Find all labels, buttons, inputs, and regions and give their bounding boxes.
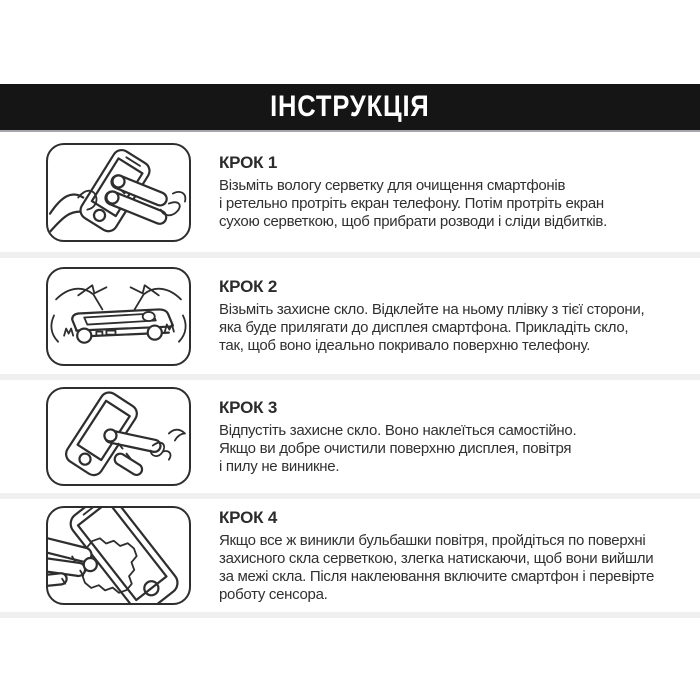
step-text-line: так, щоб воно ідеально покривало поверхню телефону. bbox=[219, 337, 591, 354]
step-text-line: роботу сенсора. bbox=[219, 585, 328, 603]
peeling-protective-film-icon bbox=[48, 269, 189, 364]
step-text-line: і пилу не виникне. bbox=[219, 457, 340, 475]
step-1-illustration bbox=[46, 143, 191, 242]
page-title: ІНСТРУКЦІЯ bbox=[270, 90, 430, 123]
step-text-line: за межі скла. Після наклеювання включите смартфон і перевірте bbox=[219, 567, 655, 585]
step-3-text bbox=[219, 398, 576, 476]
step-4-illustration bbox=[46, 506, 191, 605]
row-separator bbox=[0, 612, 700, 618]
step-heading: КРОК 4 bbox=[219, 507, 278, 527]
step-heading: КРОК 1 bbox=[219, 153, 278, 172]
step-text-line: Якщо ви добре очистили поверхню дисплея, повітря bbox=[219, 439, 572, 457]
step-row-1 bbox=[0, 132, 700, 252]
step-text-line: Візьміть захисне скло. Відклейте на ньому плівку з тієї сторони, bbox=[219, 301, 645, 318]
step-row-2 bbox=[0, 258, 700, 374]
step-text-line: і ретельно протріть екран телефону. Потім протріть екран bbox=[219, 195, 604, 212]
step-row-3 bbox=[0, 380, 700, 493]
step-2-text bbox=[219, 277, 644, 355]
step-row-4 bbox=[0, 499, 700, 612]
smoothing-air-bubbles-with-cloth-icon bbox=[48, 508, 189, 603]
step-text-line: захисного скла серветкою, злегка натискаючи, щоб вони вийшли bbox=[219, 549, 654, 567]
step-3-illustration bbox=[46, 387, 191, 486]
step-text-line: Візьміть вологу серветку для очищення смартфонів bbox=[219, 177, 566, 194]
step-text-line: Якщо все ж виникли бульбашки повітря, пройдіться по поверхні bbox=[219, 531, 646, 549]
step-heading: КРОК 2 bbox=[219, 277, 278, 296]
step-text-line: сухою серветкою, щоб прибрати розводи і сліди відбитків. bbox=[219, 213, 607, 230]
step-1-text bbox=[219, 153, 607, 231]
step-text-line: Відпустіть захисне скло. Воно наклеїться самостійно. bbox=[219, 421, 577, 439]
step-text-line: яка буде прилягати до дисплея смартфона. Прикладіть скло, bbox=[219, 319, 629, 336]
title-banner bbox=[0, 84, 700, 132]
hand-wiping-phone-screen-icon bbox=[48, 145, 189, 240]
step-4-text bbox=[219, 508, 654, 604]
step-2-illustration bbox=[46, 267, 191, 366]
step-heading: КРОК 3 bbox=[219, 397, 278, 417]
finger-pressing-glass-icon bbox=[48, 389, 189, 484]
